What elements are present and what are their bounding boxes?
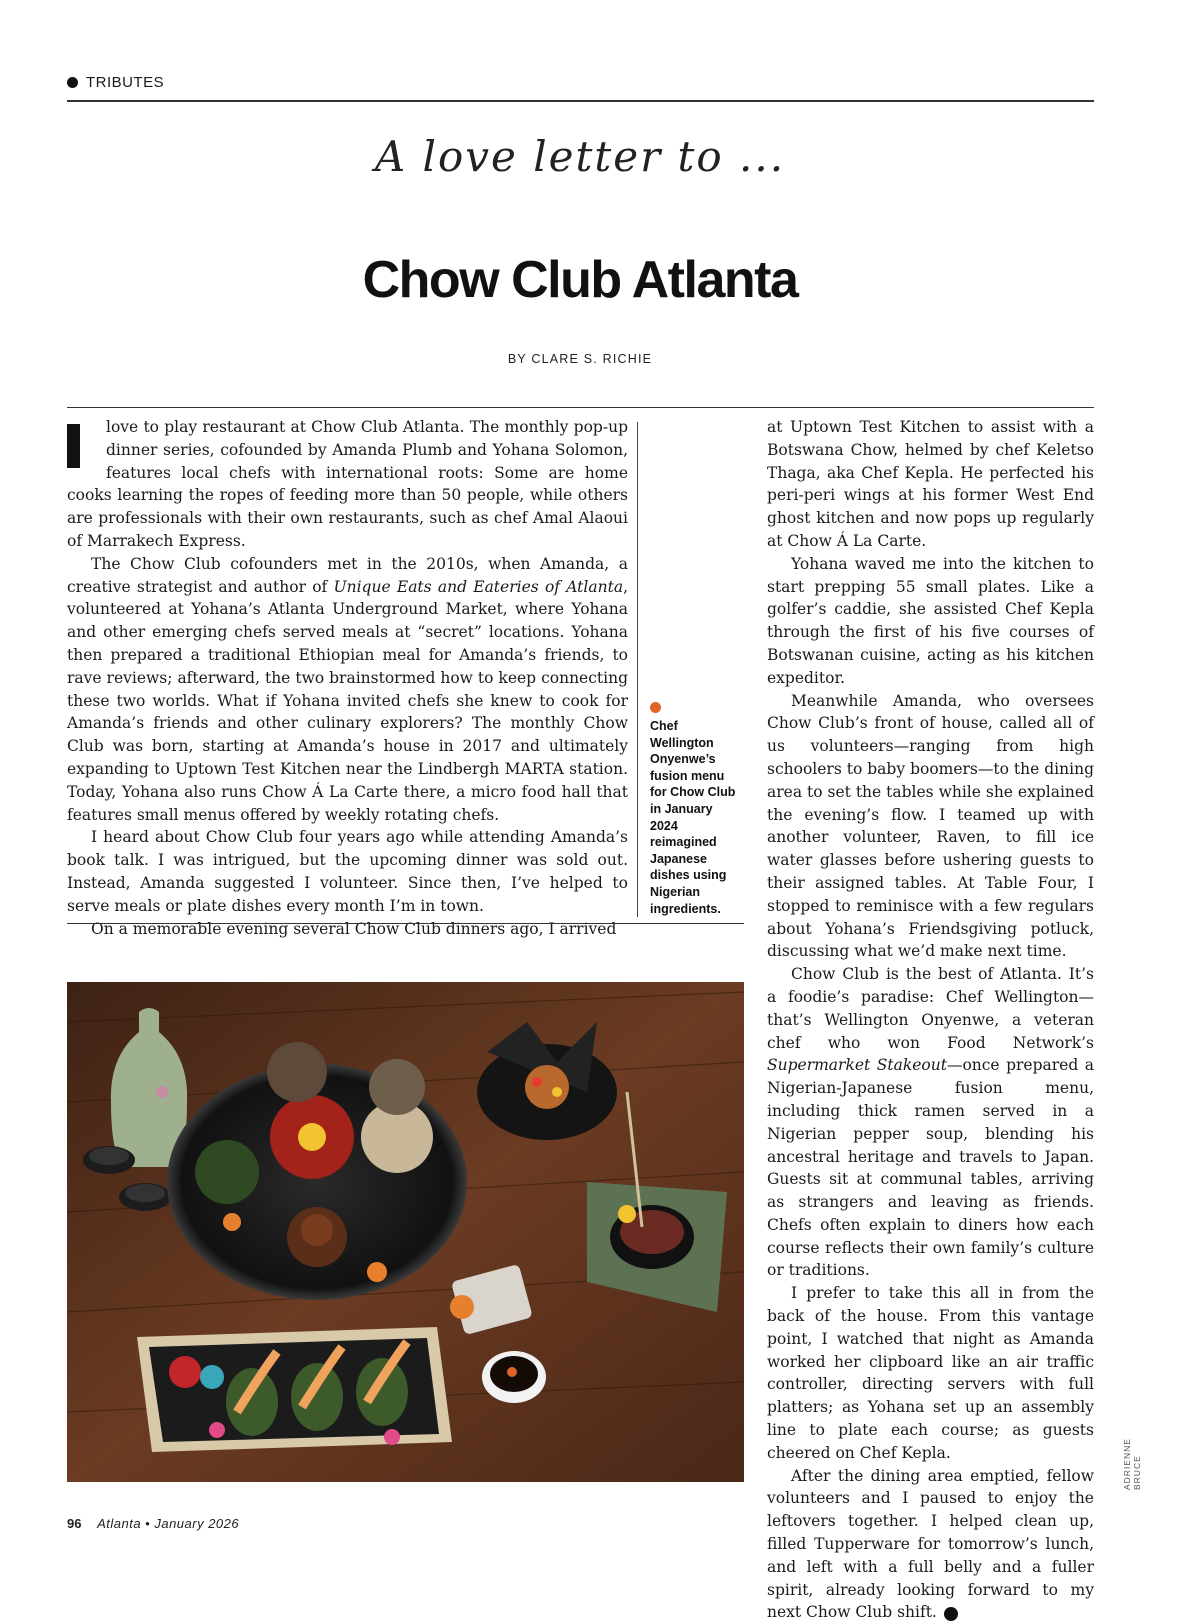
section-label-text: TRIBUTES [86, 74, 165, 91]
top-rule [67, 100, 1094, 102]
paragraph: On a memorable evening several Chow Club dinners ago, I arrived [91, 919, 617, 938]
paragraph: at Uptown Test Kitchen to assist with a Botswana Chow, helmed by chef Keletso Thaga, aka Chef Kepla. He perfected his peri-peri wings at his former West End ghost kitchen and now pops up regularly at Chow Á La Carte. [767, 418, 1094, 550]
paragraph [67, 553, 628, 827]
photo-top-rule [67, 923, 744, 924]
photo-credit: ADRIENNE BRUCE [1122, 1438, 1142, 1490]
food-photo [67, 982, 744, 1482]
column-divider [637, 422, 638, 917]
article-column-left [67, 416, 628, 938]
book-title: Unique Eats and Eateries of Atlanta [333, 577, 624, 596]
byline: BY CLARE S. RICHIE [507, 352, 653, 366]
paragraph-text: The Chow Club cofounders met in the 2010s, when Amanda, a creative strategist and author of [67, 554, 628, 596]
photo-caption [650, 702, 736, 917]
end-mark-icon: A [944, 1607, 958, 1621]
paragraph [67, 416, 628, 553]
paragraph: Meanwhile Amanda, who oversees Chow Club’s front of house, called all of us volunteers—ranging from high schoolers to baby boomers—to the dining area to set the tables while she explained the evening’s flow. I teamed up with another volunteer, Raven, to fill ice water glasses before ushering guests to their assigned tables. At Table Four, I stopped to reminisce with a few regulars about Yohana’s Friendsgiving potluck, discussing what we’d make next time. [767, 691, 1094, 961]
header-rule [67, 407, 1094, 408]
section-label [67, 74, 164, 91]
caption-dot-icon [650, 702, 661, 713]
show-title: Supermarket Stakeout [767, 1056, 947, 1075]
paragraph-text: —once prepared a Nigerian-Japanese fusion menu, including thick ramen served in a Nigerian pepper soup, blending his ancestral heritage and travels to Japan. Guests sit at communal tables, arriving as strangers and leaving as friends. Chefs often explain to diners how each course reflects their own family’s culture or traditions. [767, 1056, 1094, 1280]
magazine-issue: Atlanta • January 2026 [97, 1516, 240, 1531]
page-number: 96 [67, 1516, 82, 1531]
paragraph: I heard about Chow Club four years ago while attending Amanda’s book talk. I was intrigued, but the upcoming dinner was sold out. Instead, Amanda suggested I volunteer. Since then, I’ve helped to serve meals or plate dishes every month I’m in town. [67, 828, 628, 915]
page-footer [67, 1516, 239, 1531]
paragraph-text: After the dining area emptied, fellow volunteers and I paused to enjoy the leftovers together. I helped clean up, filled Tupperware for tomorrow’s lunch, and left with a full belly and a fuller spirit, already looking forward to my next Chow Club shift. [767, 1466, 1094, 1622]
paragraph: Yohana waved me into the kitchen to start prepping 55 small plates. Like a golfer’s caddie, she assisted Chef Kepla through the first of his five courses of Botswanan cuisine, acting as his kitchen expeditor. [767, 554, 1094, 687]
paragraph [767, 1465, 1094, 1624]
paragraph: I prefer to take this all in from the back of the house. From this vantage point, I watched that night as Amanda worked her clipboard like an air traffic controller, directing servers with full platters; as Yohana set up an assembly line to plate each course; as guests cheered on Chef Kepla. [767, 1284, 1094, 1462]
section-bullet-icon [67, 77, 78, 88]
caption-text: Chef Wellington Onyenwe’s fusion menu for Chow Club in January 2024 reimagined Japanese dishes using Nigerian ingredients. [650, 719, 736, 916]
paragraph [767, 963, 1094, 1282]
headline: Chow Club Atlanta [362, 251, 798, 309]
paragraph-text: love to play restaurant at Chow Club Atlanta. The monthly pop-up dinner series, cofounded by Amanda Plumb and Yohana Solomon, features local chefs with international roots: Some are home cooks learning the ropes of feeding more than 50 people, while others are professionals with their own restaurants, such as chef Amal Alaoui of Marrakech Express. [67, 418, 628, 550]
drop-cap-glyph [67, 424, 80, 468]
paragraph-text: Chow Club is the best of Atlanta. It’s a foodie’s paradise: Chef Wellington—that’s Wellington Onyenwe, a veteran chef who won Food Network’s [767, 965, 1094, 1052]
food-photo-illustration [67, 982, 744, 1482]
kicker: A love letter to ... [374, 132, 786, 181]
paragraph-text: , volunteered at Yohana’s Atlanta Underground Market, where Yohana and other emerging chefs served meals at “secret” locations. Yohana then prepared a traditional Ethiopian meal for Amanda’s friends, to rave reviews; afterward, the two brainstormed how to keep connecting these two worlds. What if Yohana invited chefs she knew to cook for Amanda’s friends and other culinary explorers? The monthly Chow Club was born, starting at Amanda’s house in 2017 and ultimately expanding to Uptown Test Kitchen near the Lindbergh MARTA station. Today, Yohana also runs Chow Á La Carte there, a micro food hall that features small menus offered by weekly rotating chefs. [67, 577, 628, 824]
drop-cap [67, 420, 97, 468]
article-column-right [767, 416, 1094, 1622]
